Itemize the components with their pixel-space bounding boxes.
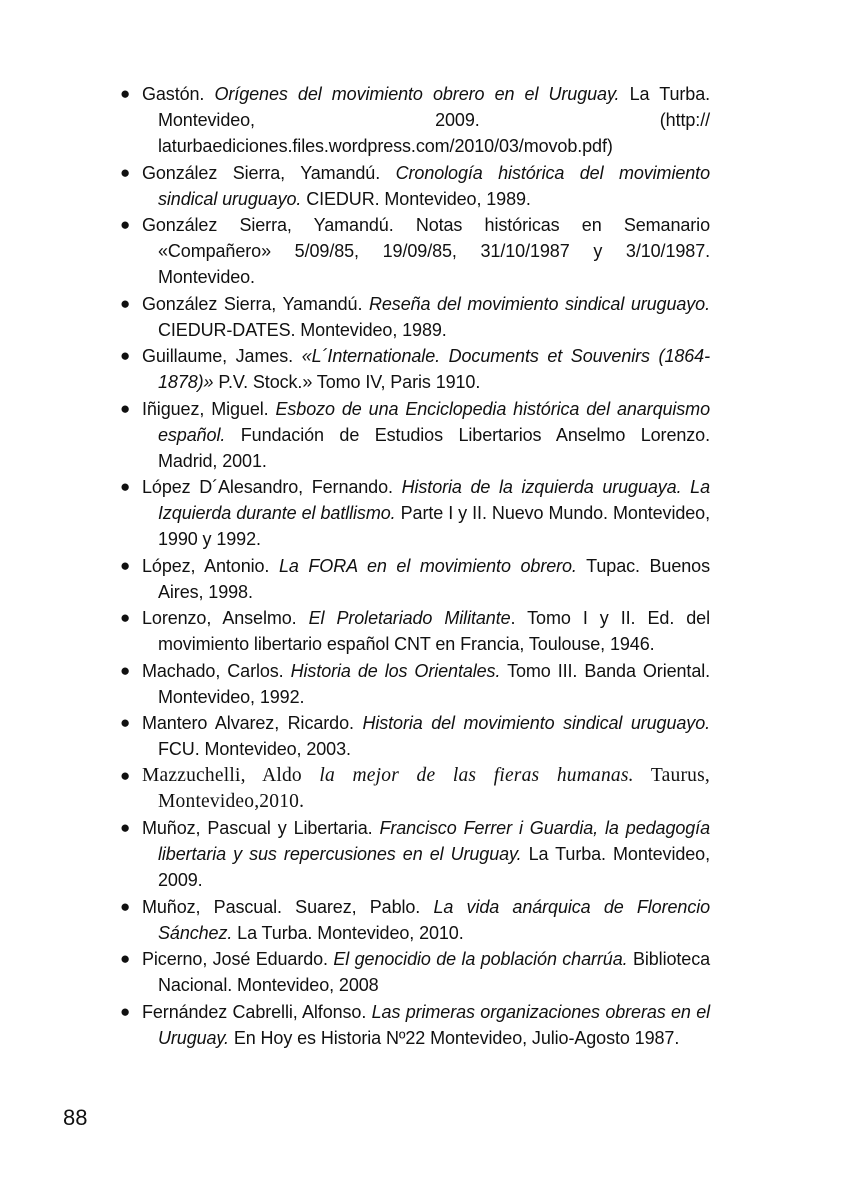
entry-details: Notas históricas en Semanario «Compañero» 5/09/85, 19/09/85, 31/10/1987 y 3/10/1987. Montevideo.: [158, 215, 710, 287]
bullet-icon: ●: [120, 896, 131, 916]
entry-title: Historia de los Orientales.: [290, 660, 501, 681]
bibliography-entry: [118, 553, 710, 605]
bibliography-entry: [118, 894, 710, 946]
entry-title: Historia de la izquierda uruguaya. La Izquierda durante el batllismo.: [158, 477, 710, 523]
entry-author: Mantero Alvarez, Ricardo.: [142, 713, 354, 733]
entry-author: Fernández Cabrelli, Alfonso.: [142, 1001, 367, 1022]
entry-title: Historia del movimiento sindical uruguayo.: [362, 713, 711, 733]
bibliography-entry: [118, 81, 710, 159]
entry-details: Tupac. Buenos Aires, 1998.: [158, 555, 710, 602]
bibliography-entry: [118, 815, 710, 893]
bibliography-entry: [118, 658, 710, 710]
entry-title: Francisco Ferrer i Guardia, la pedagogía libertaria y sus repercusiones en el Uruguay.: [158, 818, 710, 864]
bibliography-entry: [118, 605, 710, 657]
bullet-icon: ●: [120, 398, 131, 418]
entry-title: la mejor de las fieras humanas.: [319, 764, 634, 786]
entry-author: González Sierra, Yamandú.: [142, 215, 394, 235]
entry-details: Parte I y II. Nuevo Mundo. Montevideo, 1990 y 1992.: [158, 503, 710, 549]
bibliography-entry: [118, 343, 710, 395]
entry-details: P.V. Stock.» Tomo IV, Paris 1910.: [218, 372, 481, 392]
bullet-icon: ●: [120, 477, 131, 496]
entry-author: González Sierra, Yamandú.: [142, 293, 363, 314]
bibliography-entry: [118, 396, 710, 474]
entry-author: Muñoz, Pascual y Libertaria.: [142, 818, 373, 838]
entry-details: FCU. Montevideo, 2003.: [158, 739, 351, 759]
entry-author: Guillaume, James.: [142, 346, 294, 366]
entry-author: Machado, Carlos.: [142, 660, 284, 681]
entry-title: El genocidio de la población charrúa.: [333, 949, 628, 969]
bullet-icon: ●: [120, 555, 131, 575]
entry-author: López, Antonio.: [142, 555, 270, 576]
entry-author: Mazzuchelli, Aldo: [142, 764, 302, 786]
bullet-icon: ●: [120, 713, 131, 732]
entry-author: Iñiguez, Miguel.: [142, 398, 269, 419]
entry-author: Picerno, José Eduardo.: [142, 949, 328, 969]
entry-title: El Proletariado Militante: [308, 608, 511, 628]
entry-title: La vida anárquica de Florencio Sánchez.: [158, 896, 711, 943]
entry-details: La Turba. Montevideo, 2009.: [158, 844, 710, 890]
page-number: 88: [63, 1105, 88, 1130]
bullet-icon: ●: [120, 162, 131, 182]
bibliography-entry: [118, 291, 710, 343]
bullet-icon: ●: [120, 215, 131, 234]
bullet-icon: ●: [120, 84, 131, 103]
bullet-icon: ●: [120, 949, 131, 968]
entry-title: Esbozo de una Enciclopedia histórica del anarquismo español.: [158, 398, 710, 445]
bibliography-entry: [118, 212, 710, 290]
bullet-icon: ●: [120, 1001, 131, 1021]
entry-details: CIEDUR-DATES. Montevideo, 1989.: [158, 319, 447, 340]
entry-details: La Turba. Montevideo, 2009. (http:// laturbaediciones.files.wordpress.com/2010/03/movob.pdf): [158, 84, 711, 156]
bullet-icon: ●: [120, 608, 131, 627]
bibliography-entry: [118, 999, 710, 1051]
entry-details: Biblioteca Nacional. Montevideo, 2008: [158, 949, 711, 995]
entry-author: López D´Alesandro, Fernando.: [142, 477, 393, 497]
bullet-icon: ●: [120, 765, 131, 785]
bullet-icon: ●: [120, 660, 131, 680]
entry-author: Lorenzo, Anselmo.: [142, 608, 297, 628]
entry-title: Cronología histórica del movimiento sindical uruguayo.: [158, 162, 710, 209]
entry-author: Muñoz, Pascual. Suarez, Pablo.: [142, 896, 421, 917]
entry-details: En Hoy es Historia Nº22 Montevideo, Julio-Agosto 1987.: [233, 1027, 680, 1048]
bibliography-entry: [118, 474, 710, 552]
entry-details: Fundación de Estudios Libertarios Anselmo Lorenzo. Madrid, 2001.: [158, 424, 710, 471]
bibliography-entry: [118, 710, 710, 762]
entry-title: Reseña del movimiento sindical uruguayo.: [368, 293, 710, 314]
entry-details: CIEDUR. Montevideo, 1989.: [306, 188, 531, 209]
entry-details: Taurus, Montevideo,2010.: [158, 764, 710, 812]
bibliography-list: [118, 81, 710, 1051]
entry-author: González Sierra, Yamandú.: [142, 162, 381, 183]
bullet-icon: ●: [120, 346, 131, 365]
entry-title: «L´Internationale. Documents et Souvenirs (1864-1878)»: [158, 346, 710, 392]
entry-title: Orígenes del movimiento obrero en el Uruguay.: [214, 84, 620, 104]
entry-details: Tomo III. Banda Oriental. Montevideo, 1992.: [158, 660, 711, 707]
entry-details: La Turba. Montevideo, 2010.: [237, 922, 464, 943]
bibliography-entry: [118, 160, 710, 212]
entry-details: . Tomo I y II. Ed. del movimiento libertario español CNT en Francia, Toulouse, 1946.: [158, 608, 710, 654]
bullet-icon: ●: [120, 293, 131, 313]
bullet-icon: ●: [120, 818, 131, 837]
entry-title: Las primeras organizaciones obreras en el Uruguay.: [158, 1001, 711, 1048]
bibliography-entry: [118, 946, 710, 998]
entry-author: Gastón.: [142, 84, 205, 104]
bibliography-entry: [118, 763, 710, 815]
entry-title: La FORA en el movimiento obrero.: [278, 555, 577, 576]
